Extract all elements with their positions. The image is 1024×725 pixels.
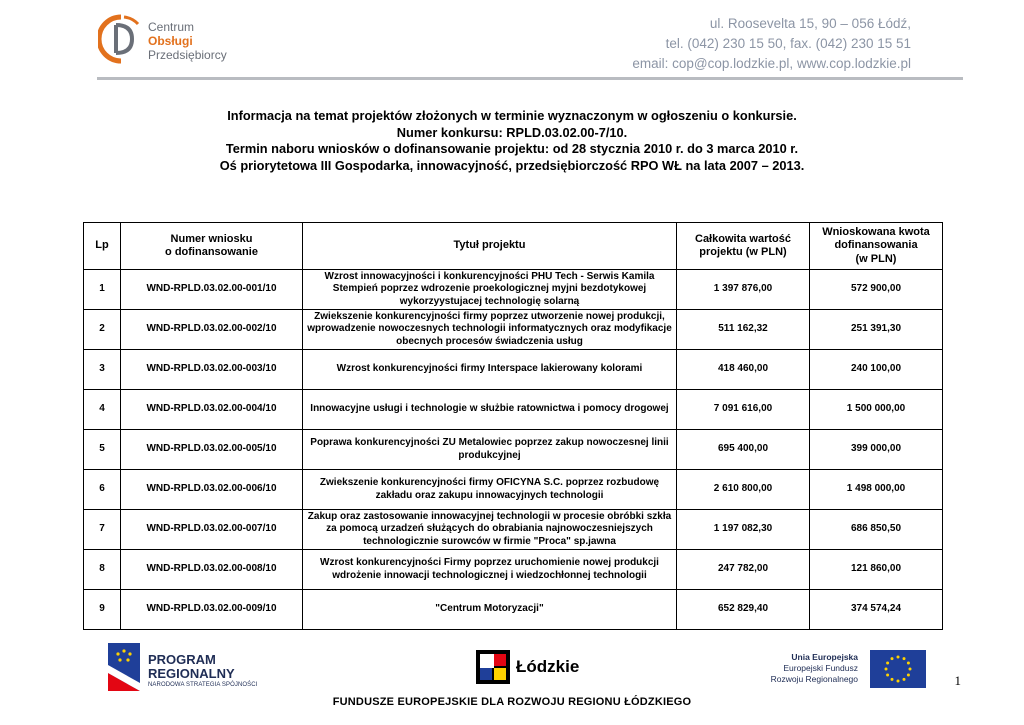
header-divider [97, 77, 963, 80]
eu-text-line1: Unia Europejska [791, 652, 858, 662]
cell-requested: 1 498 000,00 [810, 470, 943, 510]
header-number: Numer wniosku o dofinansowanie [121, 223, 303, 270]
strategy-text: NARODOWA STRATEGIA SPÓJNOŚCI [148, 682, 258, 688]
eu-text-line3: Rozwoju Regionalnego [770, 674, 858, 684]
cell-number: WND-RPLD.03.02.00-006/10 [121, 470, 303, 510]
table-row [84, 310, 943, 350]
header-lp: Lp [84, 223, 121, 270]
cell-total: 652 829,40 [677, 590, 810, 630]
heading-line-3: Termin naboru wniosków o dofinansowanie projektu: od 28 stycznia 2010 r. do 3 marca 2010 r. [225, 141, 799, 156]
cell-number: WND-RPLD.03.02.00-003/10 [121, 350, 303, 390]
cell-requested: 399 000,00 [810, 430, 943, 470]
cell-lp: 2 [84, 310, 121, 350]
cell-requested: 686 850,50 [810, 510, 943, 550]
cell-title: Poprawa konkurencyjności ZU Metalowiec poprzez zakup nowoczesnej linii produkcyjnej [303, 430, 677, 470]
table-row [84, 350, 943, 390]
cell-requested: 121 860,00 [810, 550, 943, 590]
cop-logo-mark-icon [98, 14, 144, 64]
cell-requested: 251 391,30 [810, 310, 943, 350]
lodzkie-logo [476, 650, 580, 688]
heading-line-2: Numer konkursu: RPLD.03.02.00-7/10. [396, 124, 628, 140]
cell-total: 418 460,00 [677, 350, 810, 390]
table-row [84, 470, 943, 510]
heading-line-4: Oś priorytetowa III Gospodarka, innowacyjność, przedsiębiorczość RPO WŁ na lata 2007 – 2013. [219, 157, 805, 173]
logo-text-line2: Obsługi [148, 34, 193, 48]
cell-total: 511 162,32 [677, 310, 810, 350]
cell-title: Wzrost konkurencyjności Firmy poprzez uruchomienie nowej produkcji wdrożenie innowacji technologicznej i wiedzochłonnej technologii [303, 550, 677, 590]
cell-number: WND-RPLD.03.02.00-009/10 [121, 590, 303, 630]
document-heading [100, 108, 924, 174]
contact-phone: tel. (042) 230 15 50, fax. (042) 230 15 51 [665, 36, 911, 51]
contact-email: email: cop@cop.lodzkie.pl, www.cop.lodzkie.pl [632, 56, 911, 71]
cell-number: WND-RPLD.03.02.00-007/10 [121, 510, 303, 550]
cell-requested: 1 500 000,00 [810, 390, 943, 430]
cell-lp: 9 [84, 590, 121, 630]
cell-lp: 6 [84, 470, 121, 510]
cell-title: Wzrost konkurencyjności firmy Interspace lakierowany kolorami [303, 350, 677, 390]
cop-logo [98, 14, 228, 66]
cell-lp: 4 [84, 390, 121, 430]
cell-lp: 5 [84, 430, 121, 470]
cell-lp: 3 [84, 350, 121, 390]
cell-number: WND-RPLD.03.02.00-002/10 [121, 310, 303, 350]
table-row [84, 390, 943, 430]
program-text: PROGRAM [148, 652, 216, 667]
regionalny-text: REGIONALNY [148, 666, 235, 681]
cell-number: WND-RPLD.03.02.00-004/10 [121, 390, 303, 430]
logo-text-line3: Przedsiębiorcy [148, 48, 227, 62]
heading-line-1: Informacja na temat projektów złożonych w terminie wyznaczonym w ogłoszeniu o konkursie. [227, 108, 797, 123]
table-header-row [84, 223, 943, 270]
cell-total: 695 400,00 [677, 430, 810, 470]
cell-number: WND-RPLD.03.02.00-005/10 [121, 430, 303, 470]
cell-title: "Centrum Motoryzacji" [303, 590, 677, 630]
program-regionalny-flag-icon [108, 643, 140, 691]
cell-requested: 572 900,00 [810, 270, 943, 310]
table-row [84, 270, 943, 310]
header-requested: Wnioskowana kwota dofinansowania (w PLN) [810, 223, 943, 270]
lodzkie-mark-icon [476, 650, 510, 684]
header-total: Całkowita wartość projektu (w PLN) [677, 223, 810, 270]
cell-total: 2 610 800,00 [677, 470, 810, 510]
lodzkie-name: Łódzkie [516, 657, 580, 676]
contact-block [632, 14, 911, 74]
page-number: 1 [954, 673, 961, 688]
cell-total: 7 091 616,00 [677, 390, 810, 430]
table-row [84, 550, 943, 590]
contact-address: ul. Roosevelta 15, 90 – 056 Łódź, [709, 16, 911, 31]
projects-table [83, 222, 943, 630]
table-row [84, 510, 943, 550]
cell-number: WND-RPLD.03.02.00-008/10 [121, 550, 303, 590]
cell-title: Wzrost innowacyjności i konkurencyjności PHU Tech - Serwis Kamila Stempień poprzez wdrozenie proekologicznej myjni bezdotykowej wykorzyystujacej technologię solarną [303, 270, 677, 310]
cell-number: WND-RPLD.03.02.00-001/10 [121, 270, 303, 310]
program-regionalny-logo [108, 643, 273, 693]
cell-title: Zakup oraz zastosowanie innowacyjnej technologii w procesie obróbki szkła za pomocą urzadzeń służących do obrabiania najnowoczesniejszych technologicznie surowców w firmie "Proca" sp.jawna [303, 510, 677, 550]
cell-title: Zwiekszenie konkurencyjności firmy OFICYNA S.C. poprzez rozbudowę zakładu oraz zakupu innowacyjnych technologii [303, 470, 677, 510]
cell-total: 247 782,00 [677, 550, 810, 590]
cell-requested: 374 574,24 [810, 590, 943, 630]
table-row [84, 430, 943, 470]
cell-title: Zwiekszenie konkurencyjności firmy poprzez utworzenie nowej produkcji, wprowadzenie nowoczesnych technologii informatycznych oraz modyfikacje obecnych procesów świadczenia usług [303, 310, 677, 350]
eu-text-line2: Europejski Fundusz [783, 663, 858, 673]
cell-total: 1 397 876,00 [677, 270, 810, 310]
cell-title: Innowacyjne usługi i technologie w służbie ratownictwa i pomocy drogowej [303, 390, 677, 430]
cell-lp: 1 [84, 270, 121, 310]
header-title: Tytuł projektu [303, 223, 677, 270]
eu-logo [764, 650, 926, 690]
cell-total: 1 197 082,30 [677, 510, 810, 550]
cell-requested: 240 100,00 [810, 350, 943, 390]
cell-lp: 7 [84, 510, 121, 550]
footer-text: FUNDUSZE EUROPEJSKIE DLA ROZWOJU REGIONU ŁÓDZKIEGO [332, 696, 692, 708]
table-row [84, 590, 943, 630]
eu-flag-icon [870, 650, 926, 688]
logo-text-line1: Centrum [148, 20, 195, 34]
cell-lp: 8 [84, 550, 121, 590]
